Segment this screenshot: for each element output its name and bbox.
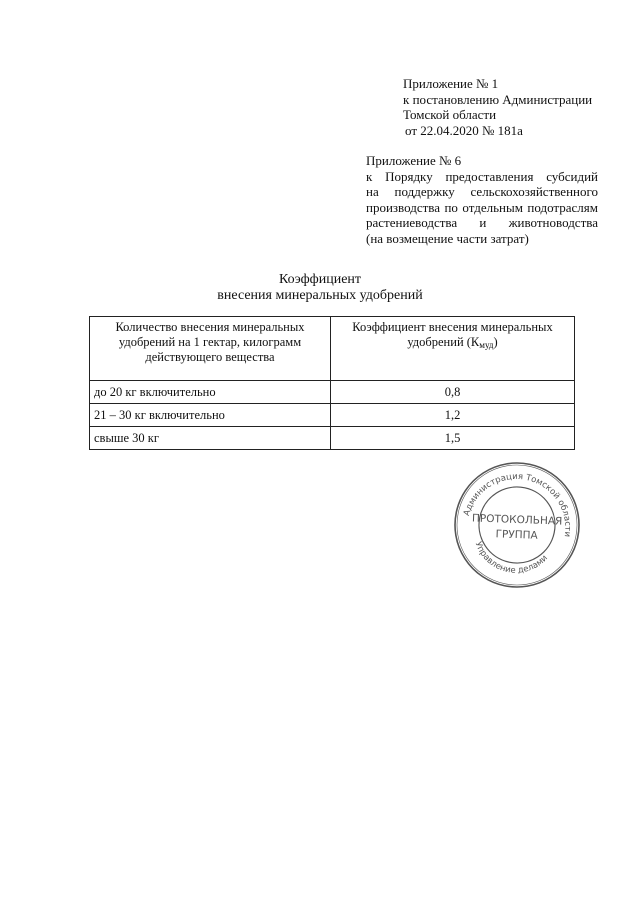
appendix-1-authority: Томской области [403, 107, 497, 122]
appendix-6-line-6: (на возмещение части затрат) [366, 230, 529, 246]
header-amount [90, 317, 331, 381]
coefficient-table [89, 316, 575, 450]
title-line-1: Коэффициент [278, 272, 362, 287]
appendix-1-date: от 22.04.2020 № 181а [405, 122, 523, 138]
appendix-6-line-5: растениеводства и животноводства [366, 215, 598, 230]
official-stamp [452, 460, 582, 590]
header-coefficient [331, 317, 575, 381]
appendix-6-number: Приложение № 6 [366, 153, 462, 168]
appendix-6-line-4: производства по отдельным подотраслям [366, 199, 598, 215]
header-coefficient-close: ) [493, 335, 498, 349]
appendix-1-header [403, 76, 603, 138]
table-row [90, 381, 575, 404]
appendix-6-line-3: на поддержку сельскохозяйственного [366, 184, 598, 199]
row-coefficient: 1,2 [331, 404, 575, 427]
stamp-bottom-text: Управление делами [472, 540, 550, 576]
row-coefficient: 1,5 [331, 427, 575, 450]
stamp-top-text: Администрация Томской области [462, 471, 573, 538]
stamp-inner-line-2: ГРУППА [495, 528, 538, 542]
row-amount: свыше 30 кг [90, 427, 331, 450]
table-row [90, 427, 575, 450]
appendix-1-number: Приложение № 1 [403, 76, 499, 91]
appendix-6-line-2: к Порядку предоставления субсидий [366, 168, 598, 184]
header-coefficient-subscript: муд [479, 340, 494, 350]
header-coefficient-text: Коэффициент внесения минеральных удобрений (К [352, 320, 553, 349]
title-line-2: внесения минеральных удобрений [217, 288, 423, 303]
table-header-row [90, 317, 575, 381]
header-amount-text: Количество внесения минеральных удобрений на 1 гектар, килограмм действующего вещества [115, 320, 305, 364]
document-title [0, 272, 640, 304]
stamp-inner-line-1: ПРОТОКОЛЬНАЯ [471, 512, 563, 528]
row-amount: 21 – 30 кг включительно [90, 404, 331, 427]
appendix-6-header [366, 153, 598, 246]
row-amount: до 20 кг включительно [90, 381, 331, 404]
table-row [90, 404, 575, 427]
row-coefficient: 0,8 [331, 381, 575, 404]
appendix-1-reference: к постановлению Администрации [403, 91, 593, 107]
